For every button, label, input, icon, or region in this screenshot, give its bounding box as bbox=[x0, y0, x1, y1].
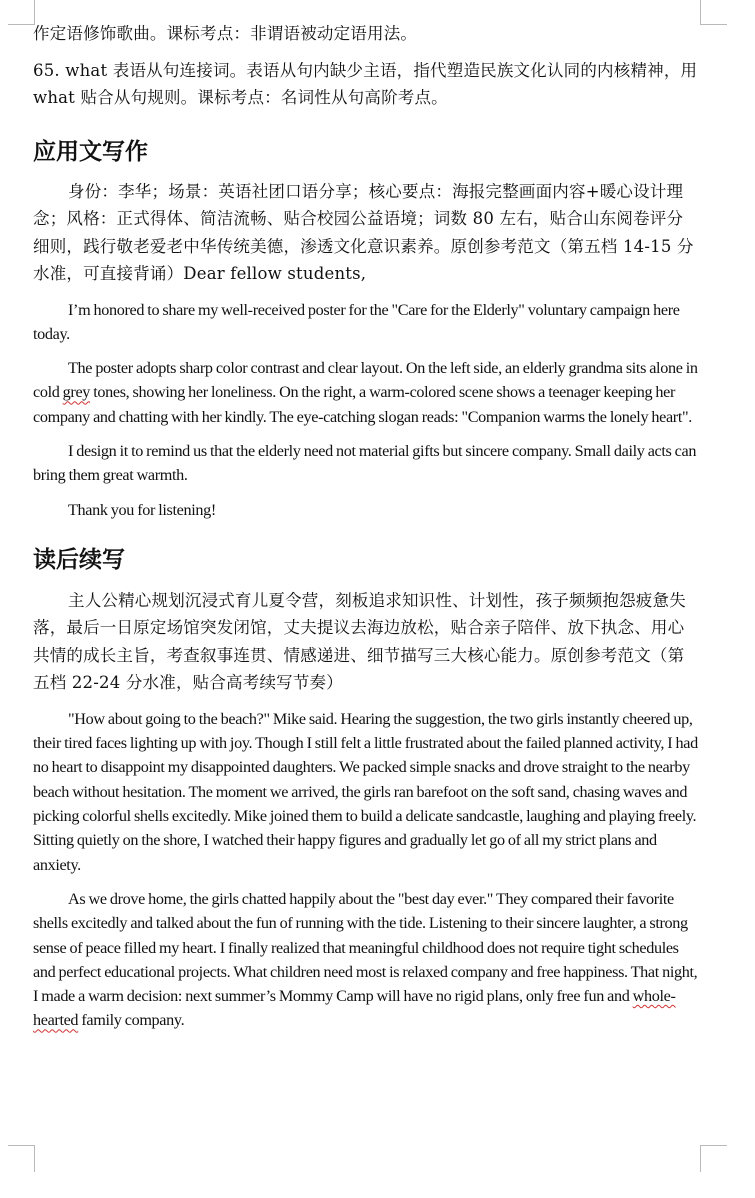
section-heading-continuation-writing: 读后续写 bbox=[33, 546, 125, 573]
continuation-writing-paragraph bbox=[33, 887, 698, 1033]
crop-mark-bottom-right bbox=[700, 1145, 727, 1172]
crop-mark-top-right bbox=[700, 0, 727, 25]
continuation-writing-intro: 主人公精心规划沉浸式育儿夏令营，刻板追求知识性、计划性，孩子频频抱怨疲惫失落，最后一日原定场馆突发闭馆，丈夫提议去海边放松，贴合亲子陪伴、放下执念、用心共情的成长主旨，考查叙事连贯、情感递进、细节描写三大核心能力。原创参考范文（第五档 22-24 分水准，贴合高考续写节奏） bbox=[33, 590, 686, 693]
applied-writing-closing: Thank you for listening! bbox=[68, 500, 216, 519]
applied-writing-intro: 身份：李华；场景：英语社团口语分享；核心要点：海报完整画面内容+暖心设计理念；风格：正式得体、简洁流畅、贴合校园公益语境；词数 80 左右，贴合山东阅卷评分细则，践行敬老爱老中华传统美德，渗透文化意识素养。原创参考范文（第五档 14-15 分水准，可直接背诵）Dear fellow students, bbox=[33, 181, 694, 283]
paragraph-text: As we drove home, the girls chatted happily about the "best day ever." They compared their favorite shells excitedly and talked about the fun of running with the tide. Listening to their sincere laughter, a strong sense of peace filled my heart. I finally realized that meaningful childhood does not require tight schedules and perfect educational projects. What children need most is relaxed company and free happiness. That night, I made a warm decision: next summer’s Mommy Camp will have no rigid plans, only free fun and bbox=[33, 889, 698, 1006]
crop-mark-bottom-left bbox=[8, 1145, 35, 1172]
answer-note-line: 作定语修饰歌曲。课标考点：非谓语被动定语用法。 bbox=[33, 24, 418, 43]
applied-writing-paragraph bbox=[33, 356, 698, 429]
spellcheck-flagged-word[interactable]: whole-hearted bbox=[33, 987, 676, 1030]
paragraph-text: family company. bbox=[78, 1011, 185, 1030]
paragraph-text: The poster adopts sharp color contrast and clear layout. On the left side, an elderly grandma sits alone in cold bbox=[33, 359, 698, 402]
paragraph-text: tones, showing her loneliness. On the right, a warm-colored scene shows a teenager keeping her company and chatting with her kindly. The eye-catching slogan reads: "Companion warms the lonely heart". bbox=[33, 383, 692, 426]
continuation-writing-paragraph: "How about going to the beach?" Mike said. Hearing the suggestion, the two girls instantly cheered up, their tired faces lighting up with joy. Though I still felt a little frustrated about the failed planned activity, I had no heart to disappoint my disappointed daughters. We packed simple snacks and drove straight to the nearby beach without hesitation. The moment we arrived, the girls ran barefoot on the soft sand, chasing waves and picking colorful shells excitedly. Mike joined them to build a delicate sandcastle, laughing and playing freely. Sitting quietly on the shore, I watched their happy figures and gradually let go of all my strict plans and anxiety. bbox=[33, 709, 698, 874]
applied-writing-paragraph: I design it to remind us that the elderly need not material gifts but sincere company. Small daily acts can bring them great warmth. bbox=[33, 441, 697, 485]
spellcheck-flagged-word[interactable]: grey bbox=[62, 383, 91, 402]
section-heading-applied-writing: 应用文写作 bbox=[33, 138, 148, 165]
answer-65-explanation: 65. what 表语从句连接词。表语从句内缺少主语，指代塑造民族文化认同的内核精神，用 what 贴合从句规则。课标考点：名词性从句高阶考点。 bbox=[33, 60, 698, 107]
document-body bbox=[33, 20, 698, 1033]
crop-mark-top-left bbox=[8, 0, 35, 25]
applied-writing-paragraph: I’m honored to share my well-received poster for the "Care for the Elderly" voluntary campaign here today. bbox=[33, 300, 680, 343]
